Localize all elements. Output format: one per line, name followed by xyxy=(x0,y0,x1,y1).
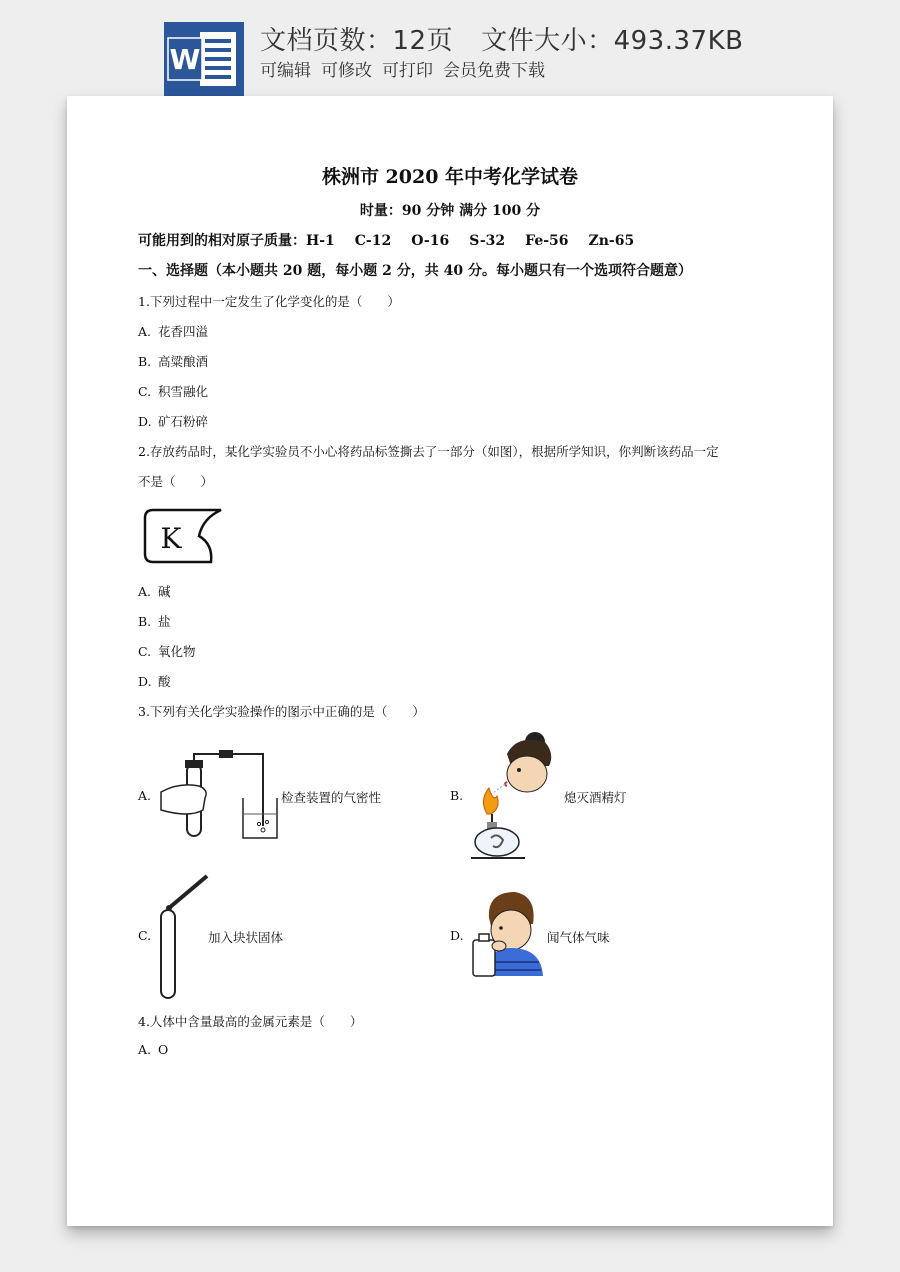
option-letter: C. xyxy=(138,384,152,399)
atomic-masses xyxy=(138,230,654,250)
torn-label-figure xyxy=(141,506,225,566)
question-3-option-d-letter: D. xyxy=(450,928,464,943)
option-letter: B. xyxy=(138,354,152,369)
option-letter: C. xyxy=(138,644,152,659)
feature-printable: 可打印 xyxy=(382,61,433,81)
mass-fe: Fe-56 xyxy=(525,233,569,249)
option-letter: A. xyxy=(138,584,152,599)
feature-list xyxy=(260,56,555,81)
option-letter: D. xyxy=(138,674,152,689)
question-2-stem-line-1: 2.存放药品时，某化学实验员不小心将药品标签撕去了一部分（如图），根据所学知识，你判断该药品一定 xyxy=(138,444,719,459)
question-3-option-b-letter: B. xyxy=(450,788,464,803)
feature-editable: 可编辑 xyxy=(260,61,311,81)
question-2-option-a xyxy=(138,582,171,600)
question-2-option-c xyxy=(138,642,196,660)
add-solid-figure xyxy=(155,870,215,1002)
option-text: 积雪融化 xyxy=(158,384,209,399)
option-text: 盐 xyxy=(158,614,171,629)
section-heading: 一、选择题（本小题共 20 题，每小题 2 分，共 40 分。每小题只有一个选项符合题意） xyxy=(138,263,692,279)
smell-gas-figure xyxy=(471,888,547,978)
question-3-option-b-text: 熄灭酒精灯 xyxy=(564,790,627,805)
download-banner xyxy=(0,0,900,100)
question-1-option-c xyxy=(138,382,208,400)
question-1-stem: 1.下列过程中一定发生了化学变化的是（ ） xyxy=(138,294,400,309)
option-text: 氧化物 xyxy=(158,644,196,659)
mass-zn: Zn-65 xyxy=(588,233,635,249)
exam-title: 株洲市 2020 年中考化学试卷 xyxy=(321,166,579,188)
label-letter-k: K xyxy=(160,522,182,555)
mass-intro: 可能用到的相对原子质量：H-1 xyxy=(138,233,335,249)
option-letter: B. xyxy=(138,614,152,629)
option-text: 碱 xyxy=(158,584,171,599)
mass-s: S-32 xyxy=(469,233,506,249)
option-letter: A. xyxy=(138,1042,152,1057)
option-text: 高粱酿酒 xyxy=(158,354,209,369)
question-3-option-a-letter: A. xyxy=(138,788,152,803)
option-text: 花香四溢 xyxy=(158,324,209,339)
file-info xyxy=(260,20,743,57)
airtightness-check-figure xyxy=(159,746,279,846)
question-4-stem: 4.人体中含量最高的金属元素是（ ） xyxy=(138,1014,363,1029)
question-2-stem-line-2: 不是（ ） xyxy=(138,474,214,489)
question-3-stem: 3.下列有关化学实验操作的图示中正确的是（ ） xyxy=(138,704,425,719)
document-page xyxy=(67,96,833,1226)
option-text: 酸 xyxy=(158,674,171,689)
file-size: 文件大小：493.37KB xyxy=(481,26,744,56)
word-icon-letter: W xyxy=(169,43,201,76)
question-3-option-c-text: 加入块状固体 xyxy=(208,930,284,945)
page-count: 文档页数：12页 xyxy=(260,26,454,56)
exam-subtitle: 时量：90 分钟 满分 100 分 xyxy=(359,203,541,219)
question-1-option-b xyxy=(138,352,208,370)
question-4-option-a xyxy=(138,1042,168,1057)
option-text: O xyxy=(158,1042,169,1057)
option-letter: A. xyxy=(138,324,152,339)
question-2-option-d xyxy=(138,672,171,690)
question-3-option-d-text: 闻气体气味 xyxy=(547,930,610,945)
question-3-option-a-text: 检查装置的气密性 xyxy=(281,790,382,805)
feature-member-download: 会员免费下载 xyxy=(443,61,545,81)
question-2-option-b xyxy=(138,612,171,630)
word-icon xyxy=(164,22,244,96)
question-1-option-d xyxy=(138,412,208,430)
mass-c: C-12 xyxy=(354,233,392,249)
mass-o: O-16 xyxy=(411,233,450,249)
option-text: 矿石粉碎 xyxy=(158,414,209,429)
question-3-option-c-letter: C. xyxy=(138,928,152,943)
question-1-option-a xyxy=(138,322,208,340)
blow-out-lamp-figure xyxy=(467,726,567,866)
feature-modifiable: 可修改 xyxy=(321,61,372,81)
option-letter: D. xyxy=(138,414,152,429)
